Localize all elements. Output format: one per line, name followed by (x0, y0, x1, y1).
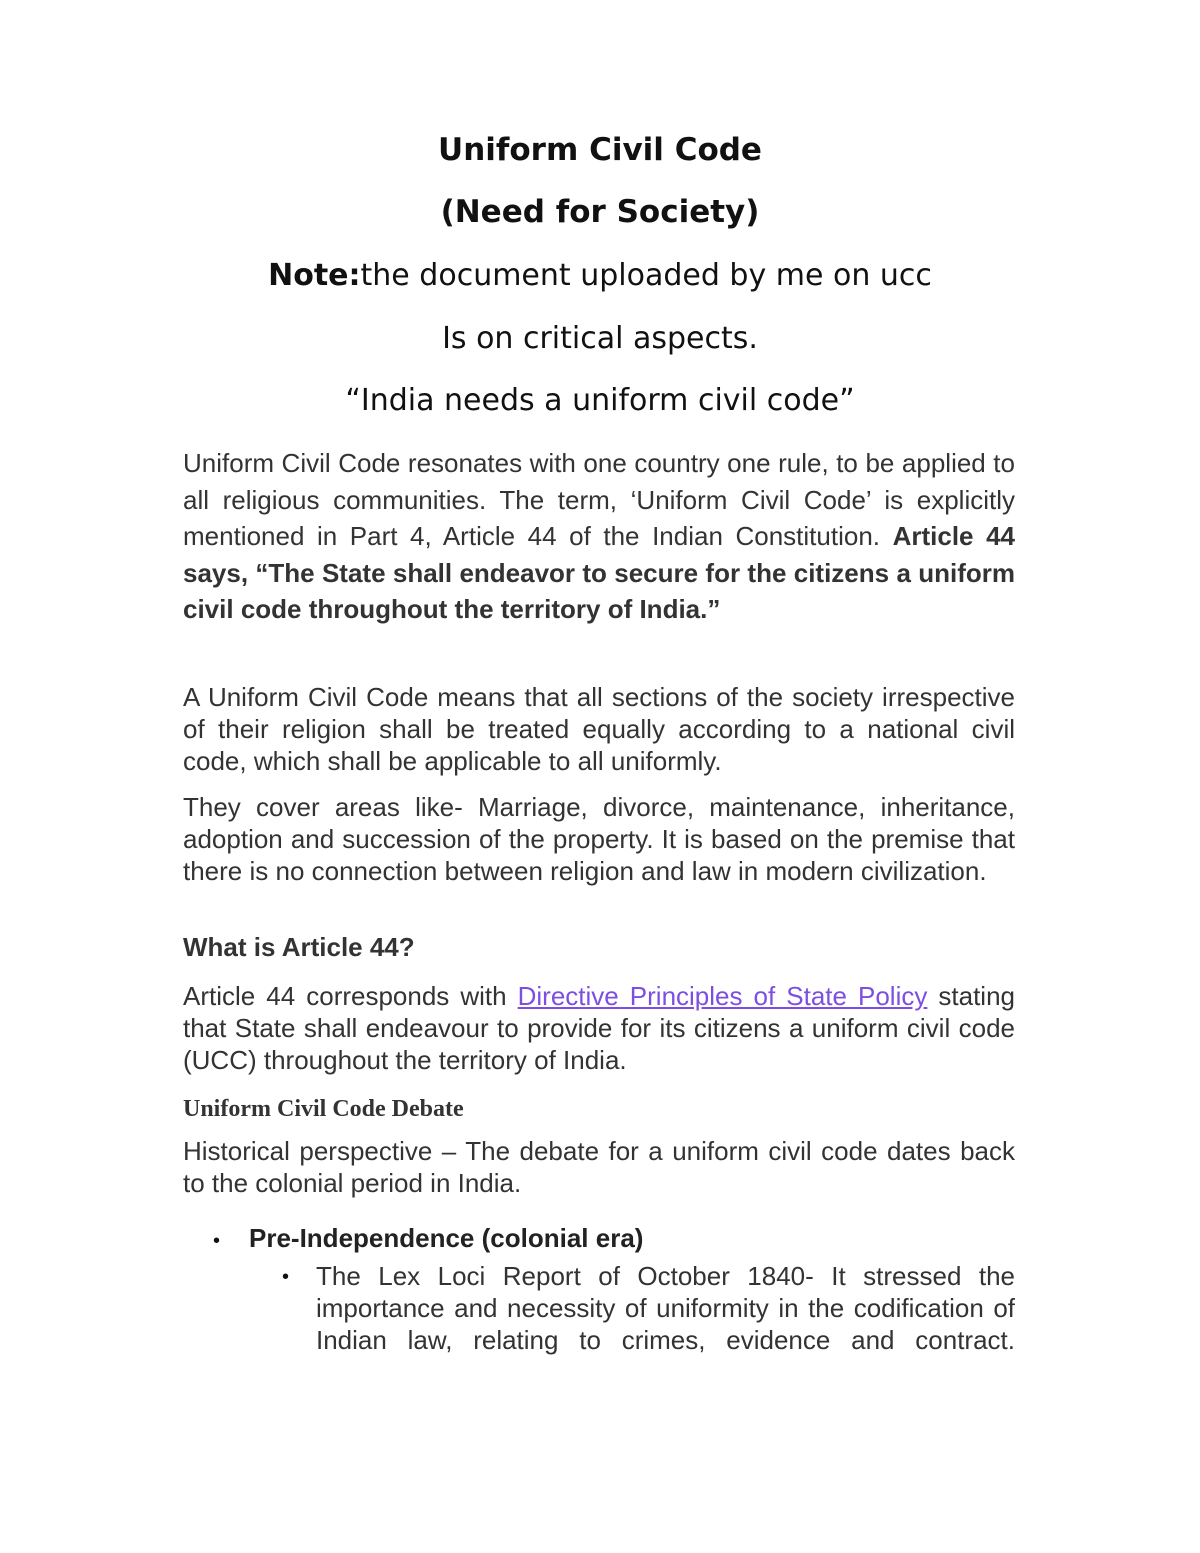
bullet-icon: • (282, 1266, 290, 1288)
debate-heading: Uniform Civil Code Debate (183, 1096, 464, 1122)
document-subtitle: (Need for Society) (440, 194, 760, 230)
intro-paragraph (183, 445, 1015, 628)
note-line-2: Is on critical aspects. (442, 321, 758, 356)
ucc-meaning-paragraph: A Uniform Civil Code means that all sections of the society irrespective of their religion shall be treated equally according to a national civil code, which shall be applicable to all uniformly. (183, 682, 1015, 776)
bullet-icon: • (213, 1230, 221, 1252)
article-44-paragraph (183, 980, 1015, 1076)
article-44-text-start: Article 44 corresponds with (183, 981, 518, 1011)
article-44-heading: What is Article 44? (183, 932, 415, 962)
article-44-text-end: stating that State shall endeavour to provide for its citizens a uniform civil code (UCC) throughout the territory of India. (183, 981, 1015, 1075)
directive-principles-link[interactable]: Directive Principles of State Policy (517, 981, 928, 1011)
list-subitem: The Lex Loci Report of October 1840- It stressed the importance and necessity of uniformity in the codification of Indian law, relating to crimes, evidence and contract. (316, 1261, 1015, 1355)
note-label: Note: (268, 258, 361, 293)
quote-line: “India needs a uniform civil code” (345, 383, 855, 418)
historical-paragraph: Historical perspective – The debate for a uniform civil code dates back to the colonial period in India. (183, 1136, 1015, 1198)
document-title: Uniform Civil Code (438, 132, 762, 168)
areas-paragraph: They cover areas like- Marriage, divorce, maintenance, inheritance, adoption and succession of the property. It is based on the premise that there is no connection between religion and law in modern civilization. (183, 792, 1015, 886)
list-item: Pre-Independence (colonial era) (249, 1223, 644, 1253)
note-text: the document uploaded by me on ucc (360, 258, 932, 293)
note-line (0, 258, 1200, 293)
article-44-quote: Article 44 says, “The State shall endeavor to secure for the citizens a uniform civil code throughout the territory of India.” (183, 521, 1015, 624)
intro-text: Uniform Civil Code resonates with one country one rule, to be applied to all religious communities. The term, ‘Uniform Civil Code’ is explicitly mentioned in Part 4, Article 44 of the Indian Constitution. (183, 448, 1015, 551)
